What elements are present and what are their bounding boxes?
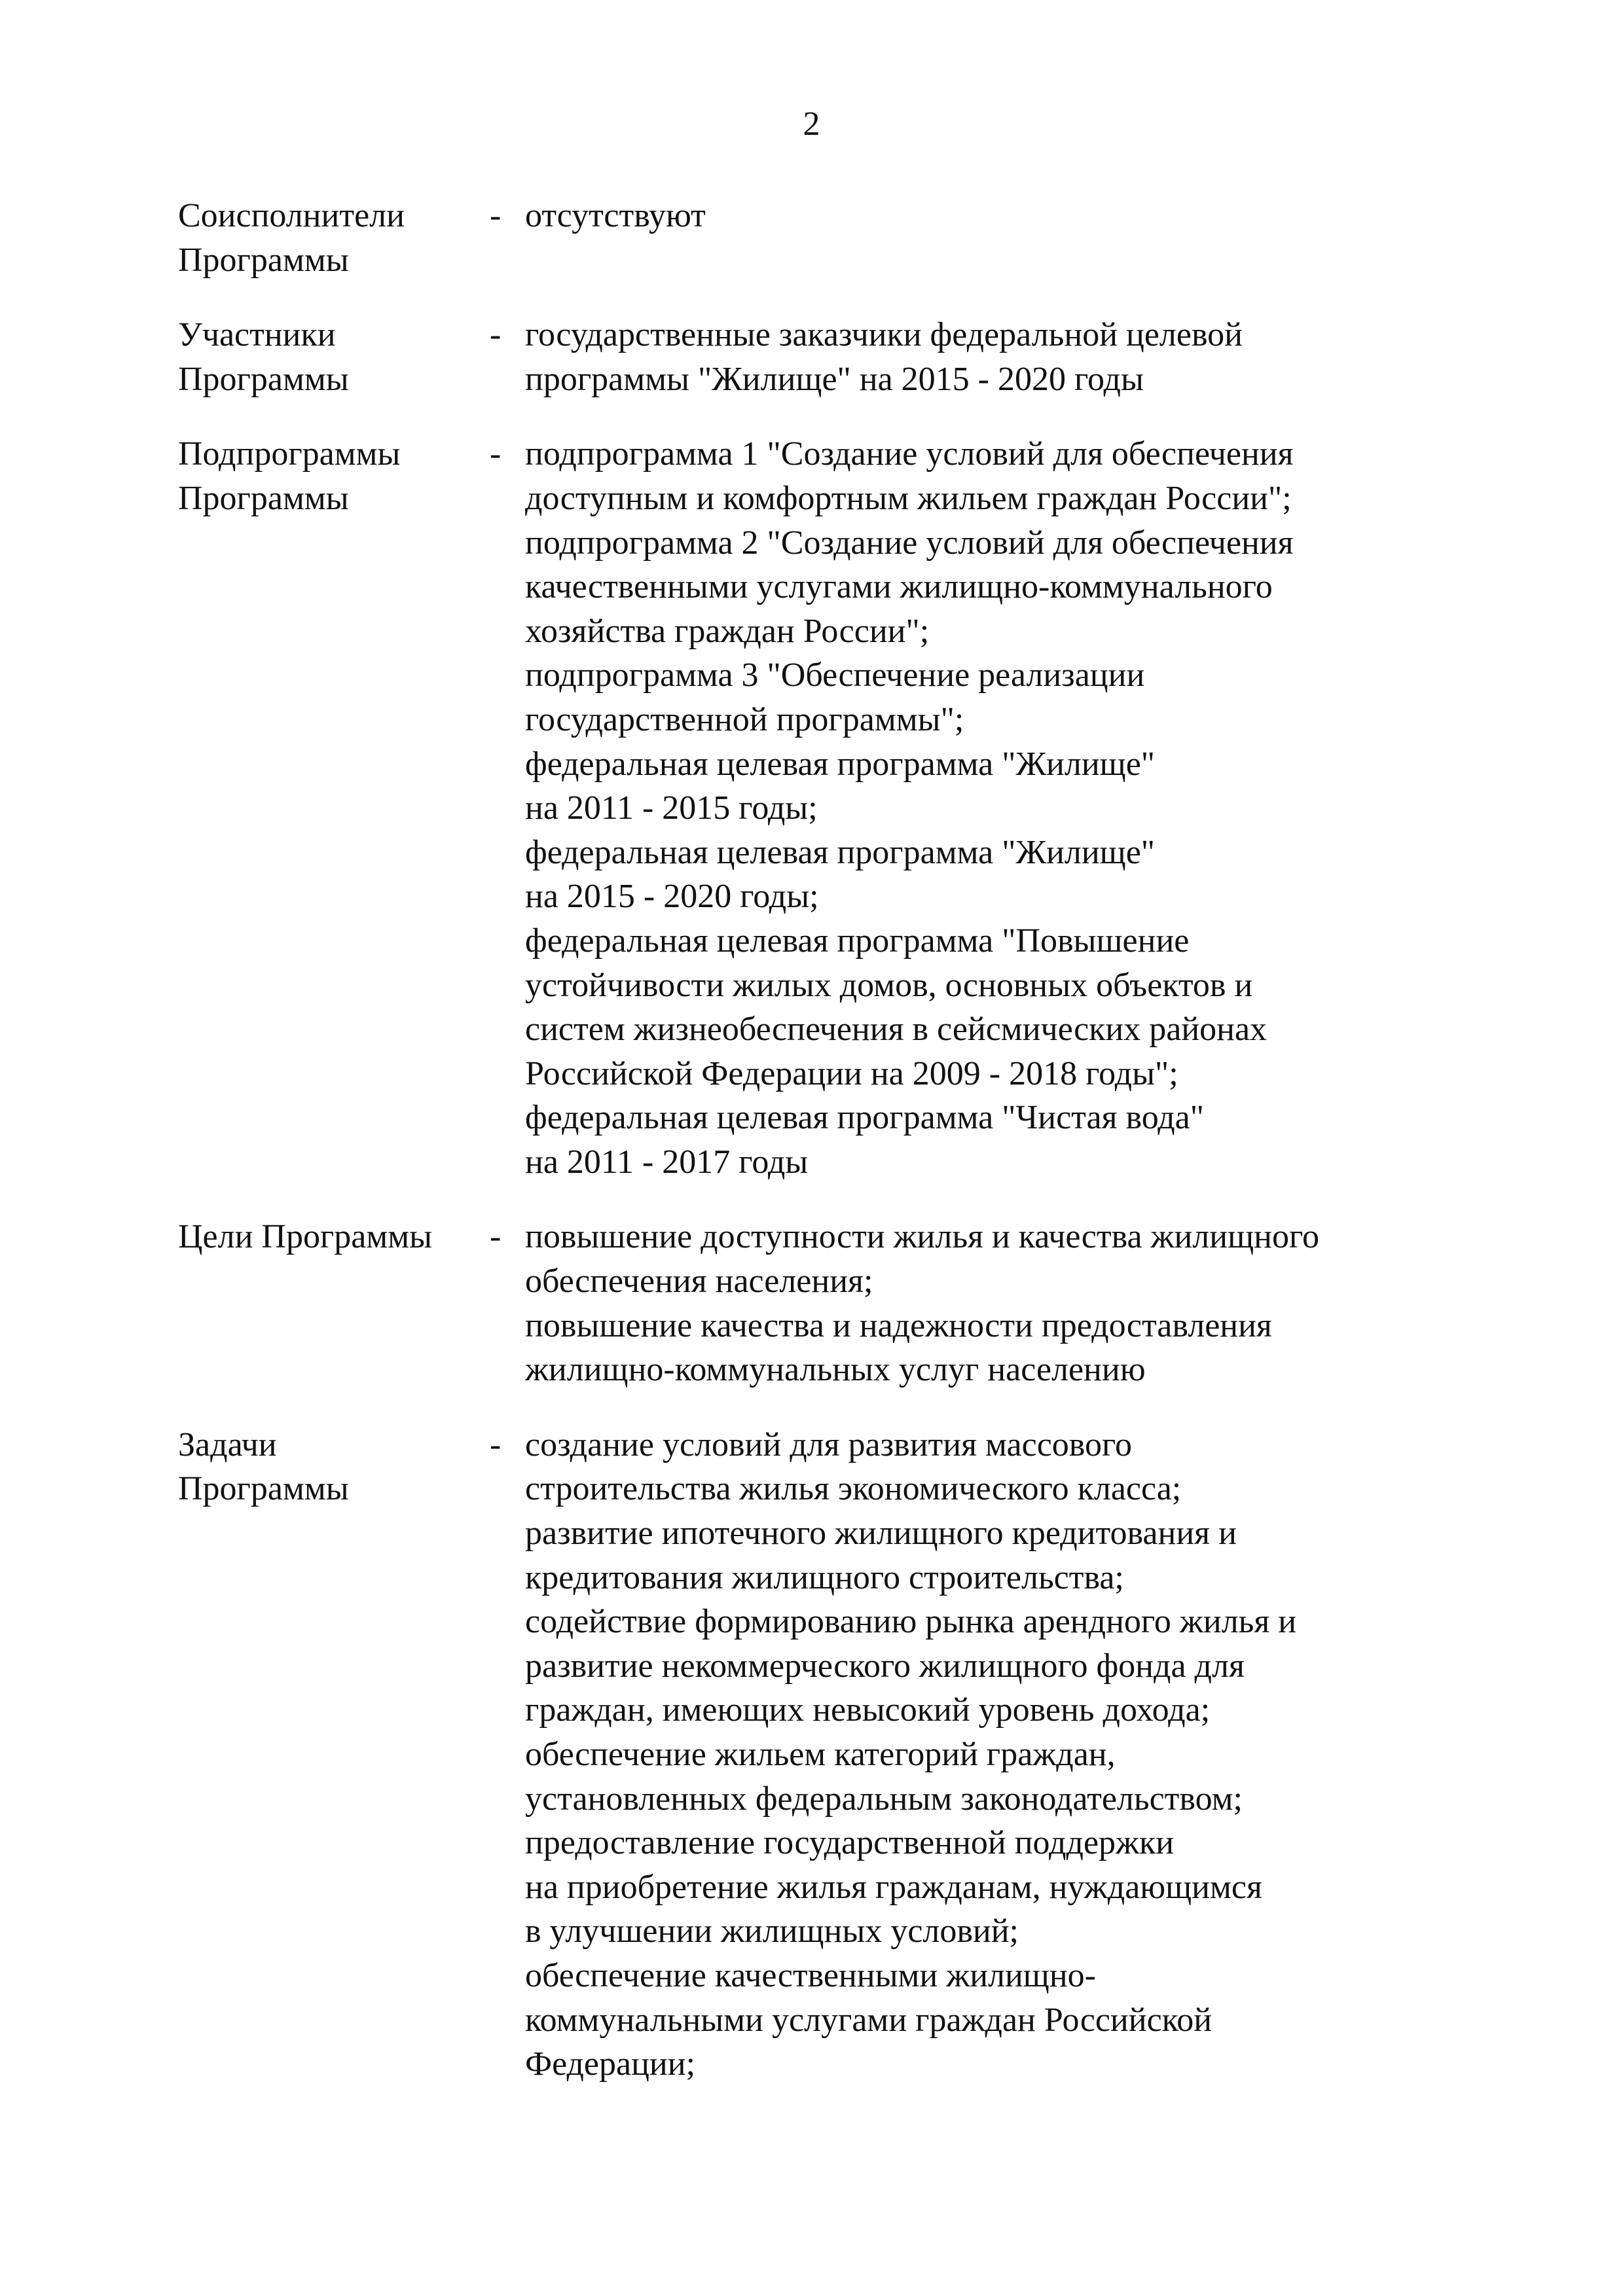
- passport-row-co-executors: [178, 194, 1461, 282]
- label-line: Программы: [178, 1470, 349, 1508]
- value-line: подпрограмма 3 "Обеспечение реализации: [525, 656, 1145, 694]
- label-line: Программы: [178, 241, 349, 279]
- row-dash: -: [490, 435, 501, 473]
- value-line: создание условий для развития массового: [525, 1426, 1133, 1463]
- passport-row-subprograms: [178, 432, 1461, 1184]
- label-line: Программы: [178, 360, 349, 398]
- value-line: Российской Федерации на 2009 - 2018 годы";: [525, 1054, 1178, 1092]
- row-value: [525, 1215, 1461, 1391]
- row-value: [525, 313, 1461, 401]
- row-value: [525, 1423, 1461, 2087]
- program-passport: [178, 194, 1461, 2087]
- value-line: подпрограмма 2 "Создание условий для обеспечения: [525, 524, 1294, 562]
- value-line: на 2011 - 2015 годы;: [525, 789, 818, 827]
- value-line: федеральная целевая программа "Повышение: [525, 922, 1190, 960]
- label-line: Участники: [178, 316, 336, 354]
- value-line: обеспечение жильем категорий граждан,: [525, 1736, 1116, 1773]
- value-line: федеральная целевая программа "Жилище": [525, 745, 1155, 783]
- value-line: систем жизнеобеспечения в сейсмических районах: [525, 1011, 1267, 1049]
- value-line: строительства жилья экономического класса;: [525, 1470, 1182, 1508]
- value-line: обеспечения населения;: [525, 1263, 873, 1300]
- passport-row-goals: [178, 1215, 1461, 1391]
- row-dash: -: [490, 1218, 501, 1256]
- value-line: кредитования жилищного строительства;: [525, 1558, 1124, 1596]
- label-line: Соисполнители: [178, 197, 405, 234]
- row-label: [178, 1215, 490, 1259]
- value-line: обеспечение качественными жилищно-: [525, 1956, 1096, 1994]
- value-line: повышение качества и надежности предоставления: [525, 1306, 1272, 1344]
- row-label: [178, 194, 490, 282]
- value-line: отсутствуют: [525, 197, 706, 234]
- value-line: государственной программы";: [525, 700, 964, 738]
- row-dash: -: [490, 316, 501, 354]
- value-line: программы "Жилище" на 2015 - 2020 годы: [525, 360, 1144, 398]
- passport-row-participants: [178, 313, 1461, 401]
- label-line: Подпрограммы: [178, 435, 401, 473]
- value-line: на 2011 - 2017 годы: [525, 1143, 809, 1181]
- value-line: на 2015 - 2020 годы;: [525, 878, 819, 916]
- value-line: содействие формированию рынка арендного жилья и: [525, 1603, 1297, 1641]
- value-line: подпрограмма 1 "Создание условий для обеспечения: [525, 435, 1294, 473]
- value-line: в улучшении жилищных условий;: [525, 1912, 1019, 1950]
- value-line: на приобретение жилья гражданам, нуждающимся: [525, 1868, 1262, 1906]
- passport-row-tasks: [178, 1423, 1461, 2087]
- value-line: жилищно-коммунальных услуг населению: [525, 1351, 1146, 1389]
- value-line: граждан, имеющих невысокий уровень дохода;: [525, 1691, 1211, 1729]
- value-line: хозяйства граждан России";: [525, 612, 930, 650]
- label-line: Цели Программы: [178, 1218, 433, 1256]
- value-line: федеральная целевая программа "Чистая вода": [525, 1099, 1204, 1137]
- row-value: [525, 432, 1461, 1184]
- row-dash: -: [490, 1426, 501, 1463]
- value-line: федеральная целевая программа "Жилище": [525, 833, 1155, 871]
- value-line: устойчивости жилых домов, основных объектов и: [525, 966, 1253, 1004]
- value-line: повышение доступности жилья и качества жилищного: [525, 1218, 1319, 1256]
- value-line: развитие ипотечного жилищного кредитования и: [525, 1515, 1237, 1552]
- page-number: 2: [803, 105, 820, 143]
- row-value: [525, 194, 1461, 238]
- value-line: государственные заказчики федеральной целевой: [525, 316, 1243, 354]
- value-line: доступным и комфортным жильем граждан России";: [525, 479, 1292, 517]
- row-dash: -: [490, 197, 501, 234]
- row-label: [178, 1423, 490, 1511]
- label-line: Программы: [178, 479, 349, 517]
- value-line: предоставление государственной поддержки: [525, 1824, 1175, 1862]
- value-line: качественными услугами жилищно-коммунального: [525, 568, 1273, 606]
- value-line: коммунальными услугами граждан Российской: [525, 2001, 1213, 2039]
- row-label: [178, 313, 490, 401]
- value-line: установленных федеральным законодательством;: [525, 1780, 1243, 1818]
- value-line: развитие некоммерческого жилищного фонда для: [525, 1647, 1245, 1685]
- value-line: Федерации;: [525, 2045, 696, 2083]
- row-label: [178, 432, 490, 520]
- label-line: Задачи: [178, 1426, 277, 1463]
